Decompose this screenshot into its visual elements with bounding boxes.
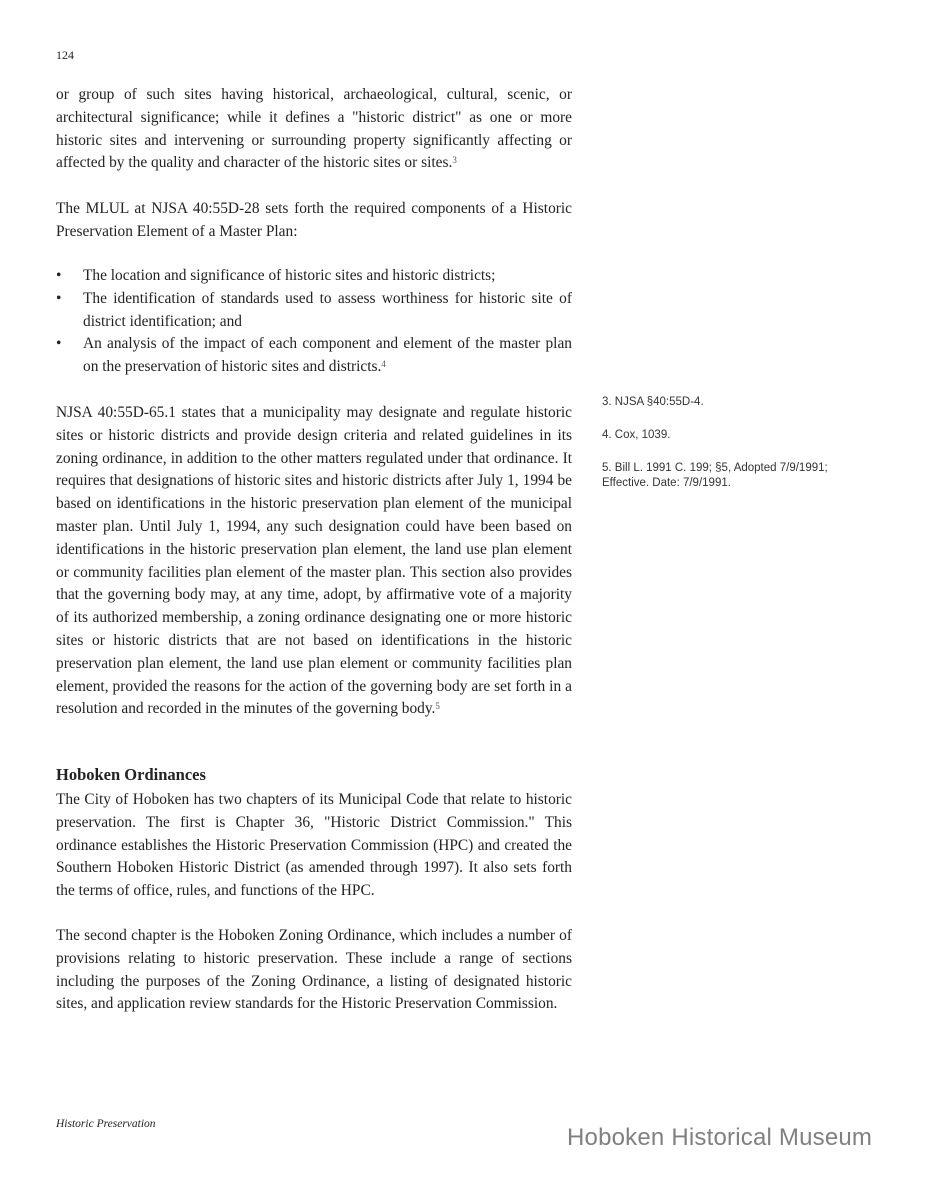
paragraph-hoboken-chapters [56, 789, 572, 903]
running-footer: Historic Preservation [56, 1118, 156, 1130]
paragraph-text: or group of such sites having historical, archaeological, cultural, scenic, or architectural significance; while it defines a "historic district" as one or more historic sites and intervening or surrounding property significantly affecting or affected by the quality and character of the historic sites or sites. [56, 86, 572, 172]
paragraph-text: The City of Hoboken has two chapters of its Municipal Code that relate to historic preservation. The first is Chapter 36, "Historic District Commission." This ordinance establishes the Historic Preservation Commission (HPC) and created the Southern Hoboken Historic District (as amended through 1997). It also sets forth the terms of office, rules, and functions of the HPC. [56, 791, 572, 900]
paragraph-site-definitions [56, 84, 572, 175]
footnote-reference: 3 [452, 155, 457, 166]
museum-watermark: Hoboken Historical Museum [567, 1124, 873, 1151]
section-heading: Hoboken Ordinances [56, 765, 206, 784]
bullet-item: • An analysis of the impact of each component and element of the master plan on the preservation of historic sites and districts.$^4$ [56, 335, 572, 376]
paragraph-mlul-components [56, 198, 572, 244]
bullet-icon: • [56, 335, 62, 353]
footnote-3: 3. NJSA §40:55D-4. [602, 396, 704, 408]
bullet-item: • The identification of standards used to assess worthiness for historic site of district identification; and [56, 289, 572, 330]
bullet-list-components [56, 265, 572, 379]
page-number: 124 [56, 48, 74, 62]
paragraph-njsa-65-1 [56, 402, 572, 721]
paragraph-text: NJSA 40:55D-65.1 states that a municipality may designate and regulate historic sites or historic districts and provide design criteria and related guidelines in its zoning ordinance, in addition to the other matters regulated under that ordinance. It requires that designations of historic sites and historic districts after July 1, 1994 be based on identifications in the historic preservation plan element of the municipal master plan. Until July 1, 1994, any such designation could have been based on identifications in the historic preservation plan element, the land use plan element or community facilities plan element of the master plan. This section also provides that the governing body may, at any time, adopt, by affirmative vote of a majority of its authorized membership, a zoning ordinance designating one or more historic sites or historic districts that are not based on identifications in the historic preservation plan element, the land use plan element or community facilities plan element, provided the reasons for the action of the governing body are set forth in a resolution and recorded in the minutes of the governing body. [56, 404, 572, 718]
footnotes-sidebar [602, 395, 862, 509]
footnote-reference: 5 [435, 701, 440, 712]
footnote-4: 4. Cox, 1039. [602, 429, 671, 441]
bullet-icon: • [56, 289, 62, 307]
footnote-reference: 4 [381, 359, 386, 370]
bullet-icon: • [56, 267, 62, 284]
paragraph-zoning-ordinance [56, 925, 572, 1016]
paragraph-text: The second chapter is the Hoboken Zoning Ordinance, which includes a number of provisions relating to historic preservation. These include a range of sections including the purposes of the Zoning Ordinance, a listing of designated historic sites, and application review standards for the Historic Preservation Commission. [56, 927, 572, 1013]
paragraph-text: The MLUL at NJSA 40:55D-28 sets forth the required components of a Historic Preservation Element of a Master Plan: [56, 200, 572, 240]
bullet-item: • The location and significance of historic sites and historic districts; [56, 265, 572, 288]
footnote-5: 5. Bill L. 1991 C. 199; §5, Adopted 7/9/1991; Effective. Date: 7/9/1991. [602, 462, 828, 489]
